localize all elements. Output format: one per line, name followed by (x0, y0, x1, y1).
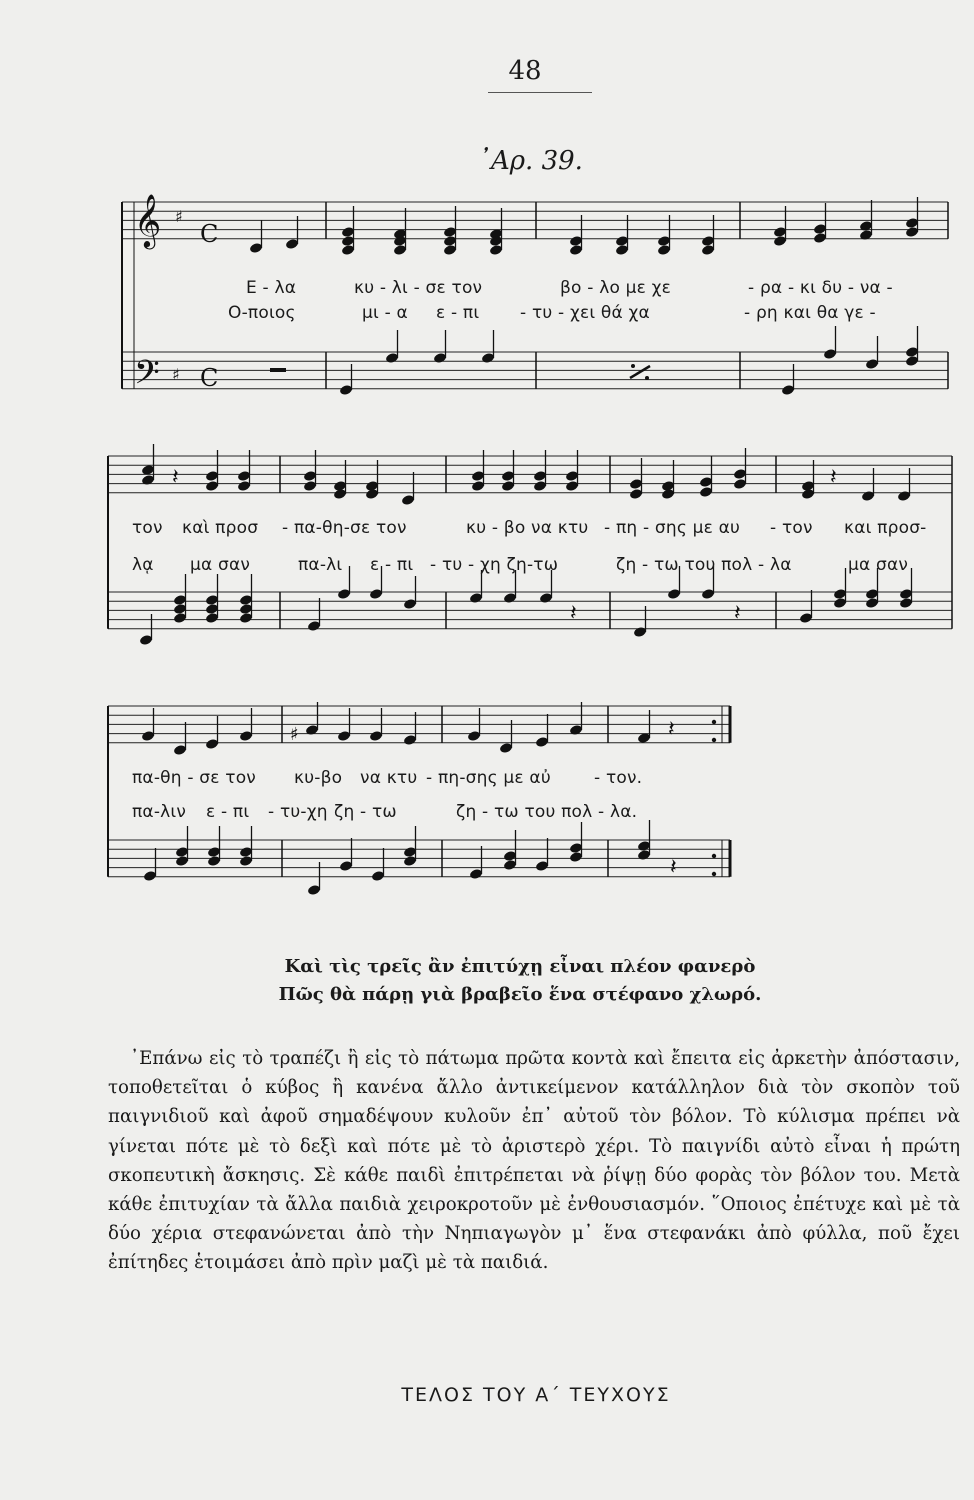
lyric: ζη - τω (334, 802, 397, 822)
lyric: ε - πι (370, 555, 414, 575)
quarter-rest-icon: 𝄽 (670, 855, 677, 880)
lyric: κυ - βο να κτυ (466, 518, 589, 538)
lyric: Ε - λα (246, 278, 297, 298)
verse-line: Πῶς θὰ πάρῃ γιὰ βραβεῖο ἕνα στέφανο χλωρό. (278, 984, 762, 1005)
lyric: - πη-σης με αὐ (426, 768, 551, 788)
repeat-dot-icon (712, 854, 716, 858)
repeat-dot-icon (712, 720, 716, 724)
song-number: ᾿Αρ. 39. (478, 146, 583, 176)
page-number: 48 (508, 56, 542, 86)
lyric: - ρη και θα γε - (744, 303, 876, 323)
lyric: - πη - σης με αυ (604, 518, 741, 538)
dot-icon (645, 376, 649, 380)
lyric: κυ - λι - σε τον (354, 278, 483, 298)
repeat-dot-icon (712, 872, 716, 876)
quarter-rest-icon: 𝄽 (172, 465, 179, 490)
quarter-rest-icon: 𝄽 (734, 601, 741, 626)
lyric: λᾳ (132, 555, 154, 575)
lyric: τον (132, 518, 163, 538)
quarter-rest-icon: 𝄽 (570, 601, 577, 626)
lyric: καὶ προσ (182, 518, 259, 538)
repeat-dot-icon (712, 738, 716, 742)
lyric: - τον (770, 518, 813, 538)
lyric: κυ-βο (294, 768, 343, 788)
lyric: βο - λο με χε (560, 278, 672, 298)
quarter-rest-icon: 𝄽 (830, 465, 837, 490)
bass-clef-icon: 𝄢 (134, 354, 160, 400)
common-time-icon: C (200, 220, 219, 248)
lyric: - τον. (594, 768, 643, 788)
verse-line: Καὶ τὶς τρεῖς ἂν ἐπιτύχῃ εἶναι πλέον φανερὸ (284, 956, 756, 977)
lyric: πα-λι (298, 555, 343, 575)
lyric: ε - πι (206, 802, 250, 822)
lyric: μα σαν (848, 555, 909, 575)
lyric: - τυ - χει θά χα (520, 303, 650, 323)
instructions-paragraph: ᾿Επάνω εἰς τὸ τραπέζι ἢ εἰς τὸ πάτωμα πρῶτα κοντὰ καὶ ἔπειτα εἰς ἀρκετὴν ἀπόστασιν, τοποθετεῖται ὁ κύβος ἢ κανένα ἄλλο ἀντικείμενον κατάλληλον διὰ τὸν σκοπὸν τοῦ παιγνιδιοῦ καὶ ἀφοῦ σημαδέψουν κυλοῦν ἐπ᾿ αὐτοῦ τὸν βόλον. Τὸ κύλισμα πρέπει νὰ γίνεται πότε μὲ τὸ δεξὶ καὶ πότε μὲ τὸ ἀριστερὸ χέρι. Τὸ παιγνίδι αὐτὸ εἶναι ἡ πρώτη σκοπευτικὴ ἄσκησις. Σὲ κάθε παιδὶ ἐπιτρέπεται νὰ ῥίψῃ δύο φορὰς τὸν βόλον του. Μετὰ κάθε ἐπιτυχίαν τὰ ἄλλα παιδιὰ χειροκροτοῦν μὲ ἐνθουσιασμόν. ῞Οποιος ἐπέτυχε καὶ μὲ τὰ δύο χέρια στεφανώνεται ἀπὸ τὴν Νηπιαγωγὸν μ᾿ ἕνα στεφανάκι ἀπὸ φύλλα, ποῦ ἔχει ἐπίτηδες ἑτοιμάσει ἀπὸ πρὶν μαζὶ μὲ τὰ παιδιά. (108, 1048, 960, 1274)
common-time-icon: C (200, 364, 219, 392)
lyric: - τυ-χη (268, 802, 328, 822)
lyric: να κτυ (360, 768, 418, 788)
lyric: - ρα - κι δυ - να - (748, 278, 893, 298)
lyric: Ο-ποιος (228, 303, 296, 323)
lyric: ζη - τω του πολ - λα. (456, 802, 638, 822)
lyric: πα-θη - σε τον (132, 768, 256, 788)
quarter-rest-icon: 𝄽 (668, 717, 675, 742)
sharp-icon: ♯ (175, 207, 183, 226)
treble-clef-icon: 𝄞 (134, 193, 162, 247)
dot-icon (631, 364, 635, 368)
lyric: πα-λιν (132, 802, 187, 822)
sharp-icon: ♯ (290, 724, 299, 745)
lyric: - τυ - χη ζη-τω (430, 555, 559, 575)
lyric: μι - α (362, 303, 408, 323)
half-rest-icon (270, 368, 286, 372)
lyric: - πα-θη-σε τον (282, 518, 407, 538)
lyric: μα σαν (190, 555, 251, 575)
score-graphics (108, 193, 952, 896)
closing-line: ΤΕΛΟΣ ΤΟΥ Α΄ ΤΕΥΧΟΥΣ (401, 1384, 671, 1406)
lyric: ζη - τω του πολ - λα (616, 555, 792, 575)
lyric: και προσ- (844, 518, 927, 538)
sharp-icon: ♯ (172, 365, 180, 384)
lyric: ε - πι (436, 303, 480, 323)
